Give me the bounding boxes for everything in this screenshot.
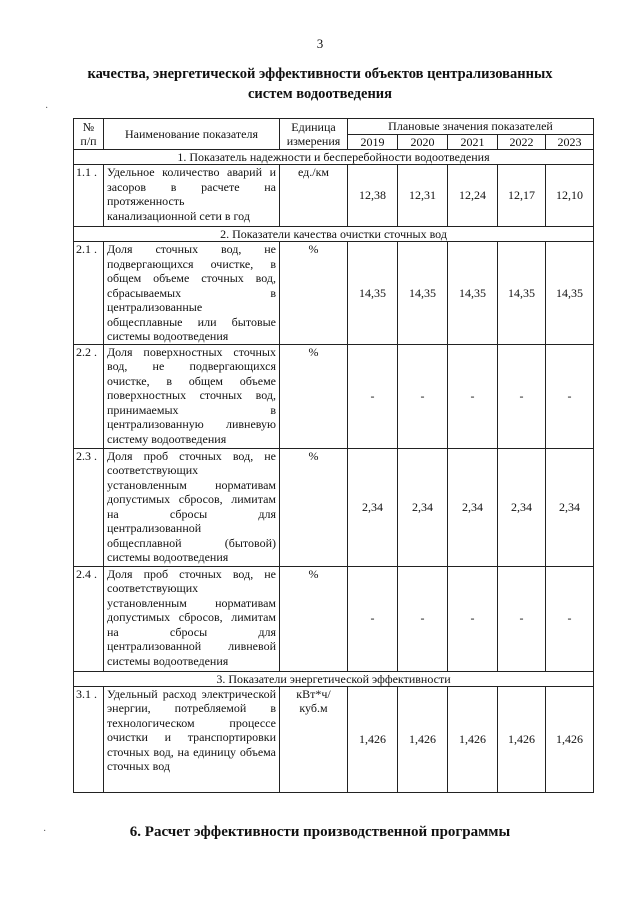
header-year: 2021 <box>448 134 498 150</box>
planned-value: - <box>398 344 448 448</box>
table-row <box>74 448 594 566</box>
planned-value: 12,24 <box>448 165 498 227</box>
planned-value: 14,35 <box>546 242 594 345</box>
planned-value: - <box>498 344 546 448</box>
planned-value: 12,10 <box>546 165 594 227</box>
planned-value: 1,426 <box>448 686 498 792</box>
unit: ед./км <box>280 165 348 227</box>
header-year: 2023 <box>546 134 594 150</box>
planned-value: - <box>348 344 398 448</box>
planned-value: - <box>398 566 448 671</box>
section-row <box>74 150 594 165</box>
planned-value: - <box>546 566 594 671</box>
table-row <box>74 566 594 671</box>
section-title: 3. Показатели энергетической эффективности <box>74 671 594 686</box>
row-number: 2.2 . <box>74 344 104 448</box>
planned-value: - <box>546 344 594 448</box>
unit: % <box>280 344 348 448</box>
planned-value: 14,35 <box>348 242 398 345</box>
section-heading: 6. Расчет эффективности производственной программы <box>129 824 511 840</box>
planned-value: 12,31 <box>398 165 448 227</box>
planned-value: 1,426 <box>348 686 398 792</box>
planned-value: 14,35 <box>448 242 498 345</box>
planned-value: 1,426 <box>498 686 546 792</box>
heading-line-1: качества, энергетической эффективности объектов централизованных <box>87 66 553 82</box>
unit: % <box>280 566 348 671</box>
header-planned: Плановые значения показателей <box>348 119 594 135</box>
planned-value: 12,17 <box>498 165 546 227</box>
table-row <box>74 686 594 792</box>
planned-value: 14,35 <box>398 242 448 345</box>
indicator-name: Удельный расход электрической энергии, потребляемой в технологическом процессе очистки и транспортировки сточных вод, на единицу объема сточных вод <box>104 686 280 792</box>
planned-value: 12,38 <box>348 165 398 227</box>
section-row <box>74 227 594 242</box>
table-body <box>74 150 594 793</box>
row-number: 2.3 . <box>74 448 104 566</box>
header-num: № п/п <box>74 119 104 150</box>
planned-value: 2,34 <box>448 448 498 566</box>
planned-value: 14,35 <box>498 242 546 345</box>
scan-speck: · <box>43 826 47 837</box>
unit: кВт*ч/ куб.м <box>280 686 348 792</box>
header-year: 2019 <box>348 134 398 150</box>
indicator-name: Доля проб сточных вод, не соответствующих установленным нормативам допустимых сбросов, лимитам на сбросы для централизованной общесплавной (бытовой) системы водоотведения <box>104 448 280 566</box>
planned-value: 2,34 <box>398 448 448 566</box>
indicator-name: Доля сточных вод, не подвергающихся очистке, в общем объеме сточных вод, сбрасываемых в централизованные общесплавные или бытовые системы водоотведения <box>104 242 280 345</box>
unit: % <box>280 448 348 566</box>
indicator-name: Доля проб сточных вод, не соответствующих установленным нормативам допустимых сбросов, лимитам на сбросы для централизованной ливневой системы водоотведения <box>104 566 280 671</box>
planned-value: 2,34 <box>498 448 546 566</box>
header-year: 2020 <box>398 134 448 150</box>
unit: % <box>280 242 348 345</box>
table-row <box>74 242 594 345</box>
planned-value: - <box>448 566 498 671</box>
row-number: 3.1 . <box>74 686 104 792</box>
section-title: 2. Показатели качества очистки сточных вод <box>74 227 594 242</box>
indicator-name: Доля поверхностных сточных вод, не подвергающихся очистке, в общем объеме поверхностных сточных вод, принимаемых в централизованную ливневую систему водоотведения <box>104 344 280 448</box>
planned-value: 1,426 <box>546 686 594 792</box>
section-title: 1. Показатель надежности и бесперебойности водоотведения <box>74 150 594 165</box>
planned-value: - <box>448 344 498 448</box>
page-number: 3 <box>316 36 324 51</box>
planned-value: 1,426 <box>398 686 448 792</box>
header-unit: Единица измерения <box>280 119 348 150</box>
document-heading <box>60 64 580 104</box>
scan-speck: · <box>45 103 49 114</box>
header-name: Наименование показателя <box>104 119 280 150</box>
planned-value: 2,34 <box>348 448 398 566</box>
table-row <box>74 344 594 448</box>
planned-value: - <box>348 566 398 671</box>
indicators-table <box>73 118 594 793</box>
planned-value: 2,34 <box>546 448 594 566</box>
section-row <box>74 671 594 686</box>
table-row <box>74 165 594 227</box>
indicator-name: Удельное количество аварий и засоров в расчете на протяженность канализационной сети в год <box>104 165 280 227</box>
header-year: 2022 <box>498 134 546 150</box>
row-number: 2.1 . <box>74 242 104 345</box>
heading-line-2: систем водоотведения <box>247 86 393 102</box>
row-number: 1.1 . <box>74 165 104 227</box>
row-number: 2.4 . <box>74 566 104 671</box>
planned-value: - <box>498 566 546 671</box>
